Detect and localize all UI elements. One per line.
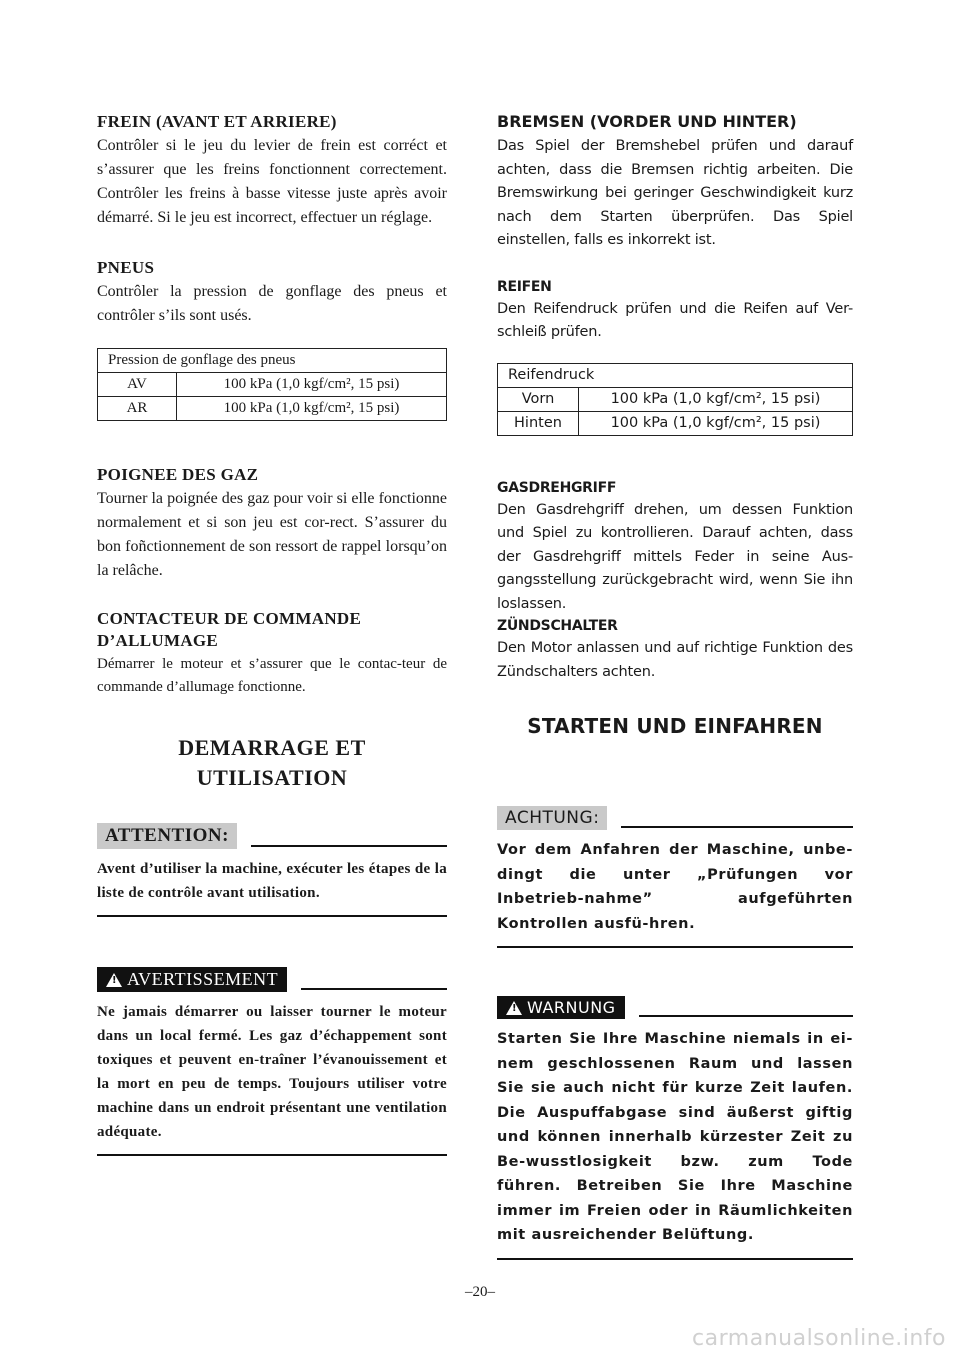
warning-triangle-icon: [506, 1001, 522, 1015]
de-ignition-title: ZÜNDSCHALTER: [497, 618, 618, 634]
fr-section-title-line2: UTILISATION: [196, 765, 348, 790]
de-warning-label: WARNUNG: [527, 998, 616, 1017]
fr-row-label: AR: [98, 397, 177, 421]
fr-ignition-title-line1: CONTACTEUR DE COMMANDE: [97, 609, 362, 628]
de-attention-body: Vor dem Anfahren der Maschine, unbe-dingt die unter „Prüfungen vor Inbetrieb-nahme” aufgeführten Kontrollen ausfü-hren.: [497, 842, 853, 932]
fr-warning-notice: [97, 967, 447, 1156]
fr-table-header: Pression de gonflage des pneus: [98, 349, 447, 373]
de-attention-head: [497, 806, 853, 830]
fr-attention-label: ATTENTION:: [97, 823, 237, 849]
fr-throttle-body: Tourner la poignée des gaz pour voir si elle fonctionne normalement et si son jeu est cor-rect. S’assurer du bon foñctionnement de son ressort de rappel lorsqu’on la relâche.: [97, 490, 447, 579]
table-row: [498, 387, 853, 411]
table-row: [98, 373, 447, 397]
de-throttle-body: Den Gasdrehgriff drehen, um dessen Funktion und Spiel zu kontrollieren. Darauf achten, dass der Gasdrehgriff mittels Feder in seine Aus-gangsstellung zurückgebracht wird, wenn Sie ihn loslassen.: [497, 501, 853, 612]
divider: [301, 988, 447, 990]
de-attention-label: ACHTUNG:: [497, 806, 607, 830]
de-warning-head: [497, 996, 853, 1019]
fr-brakes-title: FREIN (AVANT ET ARRIERE): [97, 112, 337, 131]
de-row-value: 100 kPa (1,0 kgf/cm², 15 psi): [579, 387, 853, 411]
warning-triangle-icon: [106, 973, 122, 987]
fr-attention-body: Avent d’utiliser la machine, exécuter les étapes de la liste de contrôle avant utilisation.: [97, 861, 447, 901]
de-tires-body: Den Reifendruck prüfen und die Reifen auf Ver-schleiß prüfen.: [497, 300, 853, 340]
fr-warning-label: AVERTISSEMENT: [127, 969, 279, 989]
fr-row-value: 100 kPa (1,0 kgf/cm², 15 psi): [177, 373, 447, 397]
fr-ignition-title-line2: D’ALLUMAGE: [97, 631, 219, 650]
fr-row-label: AV: [98, 373, 177, 397]
de-table-header: Reifendruck: [498, 363, 853, 387]
fr-throttle-title: POIGNEE DES GAZ: [97, 465, 259, 484]
de-row-value: 100 kPa (1,0 kgf/cm², 15 psi): [579, 411, 853, 435]
fr-attention-head: [97, 823, 447, 849]
table-header-row: [98, 349, 447, 373]
de-warning-notice: [497, 996, 853, 1260]
fr-attention-notice: [97, 823, 447, 917]
de-row-label: Hinten: [498, 411, 579, 435]
fr-section-title-line1: DEMARRAGE ET: [178, 735, 366, 760]
fr-tires-body: Contrôler la pression de gonflage des pneus et contrôler s’ils sont usés.: [97, 283, 447, 324]
divider: [97, 1154, 447, 1156]
de-row-label: Vorn: [498, 387, 579, 411]
de-section-title: STARTEN UND EINFAHREN: [527, 714, 823, 738]
divider: [639, 1015, 853, 1017]
fr-ignition-body: Démarrer le moteur et s’assurer que le contac-teur de commande d’allumage fonctionne.: [97, 656, 447, 695]
de-warning-badge: [497, 996, 625, 1019]
fr-warning-head: [97, 967, 447, 992]
german-column: [497, 112, 853, 1260]
fr-brakes-body: Contrôler si le jeu du levier de frein est corréct et s’assurer que les freins fonctionnent correctement. Contrôler les freins à basse vitesse juste après avoir démarré. Si le jeu est incorrect, effectuer un réglage.: [97, 137, 447, 226]
fr-tires-title: PNEUS: [97, 258, 155, 277]
table-header-row: [498, 363, 853, 387]
de-ignition-body: Den Motor anlassen und auf richtige Funktion des Zündschalters achten.: [497, 640, 853, 680]
table-row: [498, 411, 853, 435]
table-row: [98, 397, 447, 421]
fr-section-title: [97, 733, 447, 793]
fr-warning-badge: [97, 967, 287, 992]
de-throttle-title: GASDREHGRIFF: [497, 479, 617, 496]
de-brakes-body: Das Spiel der Bremshebel prüfen und darauf achten, dass die Bremsen richtig arbeiten. Die Bremswirkung bei geringer Geschwindigkeit kurz nach dem Starten überprüfen. Das Spiel einstellen, falls es inkorrekt ist.: [497, 138, 853, 248]
page-number: –20–: [465, 1284, 495, 1300]
de-warning-body: Starten Sie Ihre Maschine niemals in ei-nem geschlossenen Raum und lassen Sie sie auch nicht für kurze Zeit laufen. Die Auspuffabgase sind äußerst giftig und können innerhalb kürzester Zeit zu Be-wusstlosigkeit bzw. zum Tode führen. Betreiben Sie Ihre Maschine immer im Freien oder in Räumlichkeiten mit ausreichender Belüftung.: [497, 1031, 853, 1243]
watermark: carmanualsonline.info: [692, 1326, 946, 1351]
de-tire-pressure-table: [497, 363, 853, 436]
de-tires-title: REIFEN: [497, 278, 552, 295]
divider: [621, 826, 853, 828]
fr-warning-body: Ne jamais démarrer ou laisser tourner le moteur dans un local fermé. Les gaz d’échappement sont toxiques et peuvent en-traîner l’évanouissement et la mort en peu de temps. Toujours utiliser votre machine dans un endroit présentant une ventilation adéquate.: [97, 1004, 447, 1140]
fr-row-value: 100 kPa (1,0 kgf/cm², 15 psi): [177, 397, 447, 421]
french-column: [97, 112, 447, 1156]
divider: [251, 845, 447, 847]
de-attention-notice: [497, 806, 853, 948]
fr-tire-pressure-table: [97, 348, 447, 421]
de-brakes-title: BREMSEN (VORDER UND HINTER): [497, 112, 797, 131]
divider: [497, 1258, 853, 1260]
